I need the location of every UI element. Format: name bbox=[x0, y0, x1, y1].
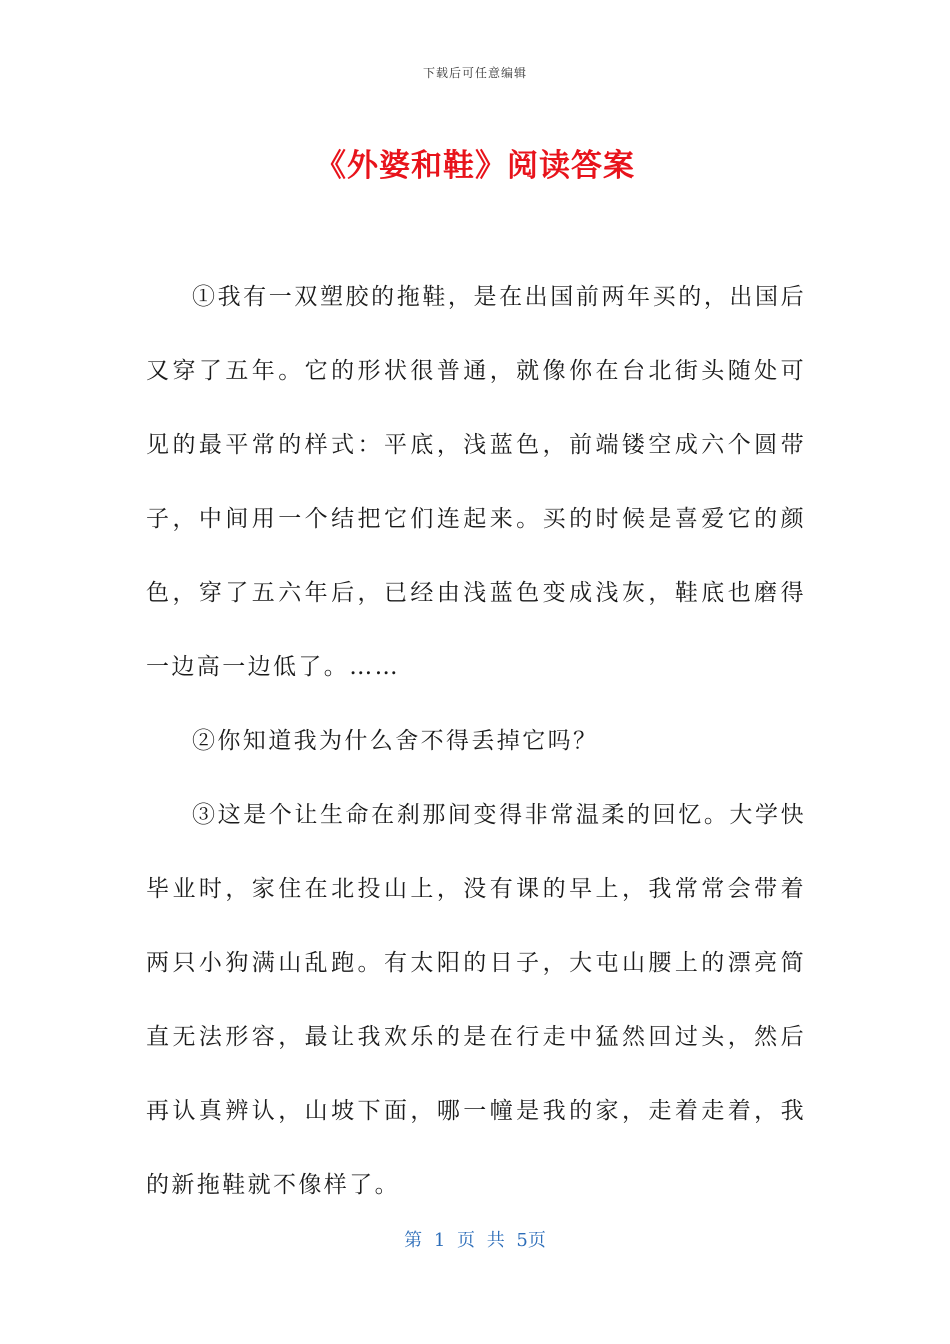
page-header-note: 下载后可任意编辑 bbox=[422, 66, 527, 80]
document-body bbox=[146, 260, 806, 1222]
paragraph-2: ②你知道我为什么舍不得丢掉它吗？ bbox=[192, 728, 599, 754]
paragraph-3: ③这是个让生命在刹那间变得非常温柔的回忆。大学快毕业时，家住在北投山上，没有课的早上，我常常会带着两只小狗满山乱跑。有太阳的日子，大屯山腰上的漂亮简直无法形容，最让我欢乐的是在行走中猛然回过头，然后再认真辨认，山坡下面，哪一幢是我的家，走着走着，我的新拖鞋就不像样了。 bbox=[146, 802, 806, 1198]
document-title: 《外婆和鞋》阅读答案 bbox=[315, 148, 635, 184]
page-number-footer: 第 1 页 共 5页 bbox=[404, 1230, 546, 1251]
paragraph-1: ①我有一双塑胶的拖鞋，是在出国前两年买的，出国后又穿了五年。它的形状很普通，就像你在台北街头随处可见的最平常的样式：平底，浅蓝色，前端镂空成六个圆带子，中间用一个结把它们连起来。买的时候是喜爱它的颜色，穿了五六年后，已经由浅蓝色变成浅灰，鞋底也磨得一边高一边低了。…… bbox=[146, 284, 806, 680]
